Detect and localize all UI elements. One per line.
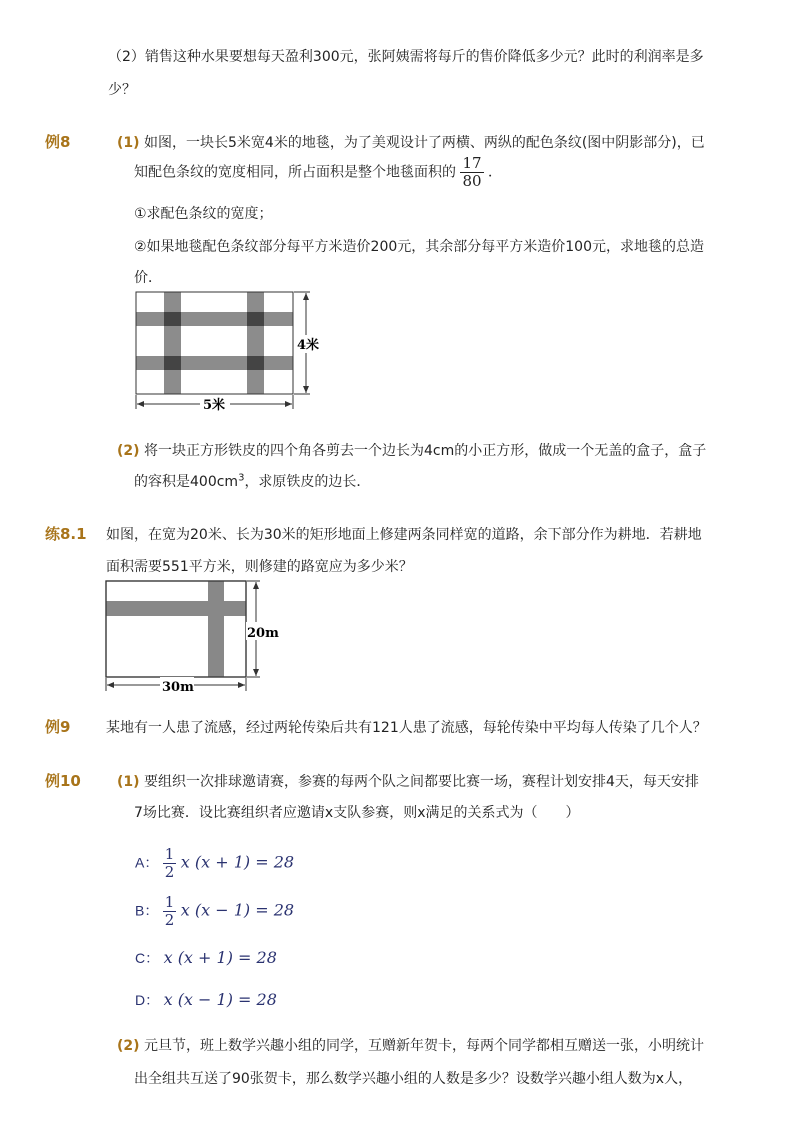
ex8-question-2-line1: ②如果地毯配色条纹部分每平方米造价200元，其余部分每平方米造价100元，求地毯的总造 xyxy=(134,239,704,255)
option-d[interactable] xyxy=(135,990,277,1010)
field-height-label: 20m xyxy=(247,626,279,641)
carpet-stripe-vertical-1 xyxy=(164,292,181,394)
example-10-tag: 例10 xyxy=(45,772,81,790)
option-d-label: D： xyxy=(135,992,160,1008)
ex8-part1-line1 xyxy=(117,132,705,152)
carpet-outline xyxy=(136,292,293,394)
ex8-question-2-line2: 价． xyxy=(134,270,162,286)
pr81-line2: 面积需要551平方米，则修建的路宽应为多少米？ xyxy=(106,559,413,575)
ex8-part1-text2: 知配色条纹的宽度相同，所占面积是整个地毯面积的 xyxy=(134,164,456,181)
ex8-fraction-numerator: 17 xyxy=(462,154,482,172)
carpet-overlap-2 xyxy=(247,312,264,326)
ex10-part1-line2: 7场比赛．设比赛组织者应邀请x支队参赛，则x满足的关系式为（ ） xyxy=(134,805,580,821)
ex8-part2-text2b: ，求原铁皮的边长． xyxy=(244,474,371,490)
ex8-fraction-denominator: 80 xyxy=(462,172,482,190)
ex8-part2-label: (2) xyxy=(117,443,140,459)
intro-line-2: 少？ xyxy=(108,82,136,98)
carpet-overlap-3 xyxy=(164,356,181,370)
ex10-part1-text1: 要组织一次排球邀请赛，参赛的每两个队之间都要比赛一场，赛程计划安排4天，每天安排 xyxy=(144,774,699,790)
option-d-expression: x (x − 1) = 28 xyxy=(163,990,277,1009)
ex10-part2-line2: 出全组共互送了90张贺卡，那么数学兴趣小组的人数是多少？设数学兴趣小组人数为x人， xyxy=(134,1071,693,1087)
ex8-part2-line1 xyxy=(117,440,706,460)
intro-line-1: （2）销售这种水果要想每天盈利300元，张阿姨需将每斤的售价降低多少元？此时的利润率是多 xyxy=(108,49,704,65)
ex8-part1-label: (1) xyxy=(117,135,140,151)
road-horizontal xyxy=(106,601,246,616)
option-c-expression: x (x + 1) = 28 xyxy=(163,948,277,967)
ex10-part1-label: (1) xyxy=(117,774,140,790)
carpet-stripe-horizontal-2 xyxy=(136,356,293,370)
carpet-overlap-4 xyxy=(247,356,264,370)
option-b-fraction-denominator: 2 xyxy=(164,911,175,929)
option-a-fraction-denominator: 2 xyxy=(164,863,175,881)
field-outline xyxy=(106,581,246,677)
option-a-label: A： xyxy=(135,854,159,871)
example-8-tag: 例8 xyxy=(45,133,71,151)
ex10-part2-label: (2) xyxy=(117,1038,140,1054)
ex10-part2-text1: 元旦节，班上数学兴趣小组的同学，互赠新年贺卡，每两个同学都相互赠送一张，小明统计 xyxy=(144,1038,704,1054)
option-a-expression: x (x + 1) = 28 xyxy=(180,852,295,872)
carpet-stripe-horizontal-1 xyxy=(136,312,293,326)
field-figure xyxy=(100,575,315,695)
option-b[interactable] xyxy=(135,894,294,929)
option-a[interactable] xyxy=(135,846,294,881)
option-b-label: B： xyxy=(135,902,159,919)
carpet-overlap-1 xyxy=(164,312,181,326)
carpet-figure xyxy=(128,285,338,415)
ex8-part2-text2a: 的容积是400cm xyxy=(134,474,239,490)
practice-8-1-tag: 练8.1 xyxy=(45,525,87,543)
option-a-fraction-numerator: 1 xyxy=(164,845,175,863)
carpet-stripe-vertical-2 xyxy=(247,292,264,394)
ex8-part1-text2-end: ． xyxy=(488,164,502,181)
ex8-part2-line2 xyxy=(134,471,370,491)
carpet-width-label: 5米 xyxy=(203,398,226,413)
carpet-height-label: 4米 xyxy=(297,338,320,353)
ex9-line1: 某地有一人患了流感，经过两轮传染后共有121人患了流感，每轮传染中平均每人传染了几个人？ xyxy=(106,720,707,736)
option-c-label: C： xyxy=(135,950,160,966)
field-width-label: 30m xyxy=(162,680,194,695)
ex10-part2-line1 xyxy=(117,1035,704,1055)
pr81-line1: 如图，在宽为20米、长为30米的矩形地面上修建两条同样宽的道路，余下部分作为耕地．若耕地 xyxy=(106,527,702,543)
ex8-question-1: ①求配色条纹的宽度； xyxy=(134,206,273,222)
ex8-part2-text1: 将一块正方形铁皮的四个角各剪去一个边长为4cm的小正方形，做成一个无盖的盒子，盒子 xyxy=(144,443,707,459)
option-c[interactable] xyxy=(135,948,277,968)
ex8-part1-line2 xyxy=(134,155,502,190)
ex8-fraction xyxy=(460,155,483,190)
example-9-tag: 例9 xyxy=(45,718,71,736)
ex10-part1-line1 xyxy=(117,771,699,791)
ex8-part1-text1: 如图，一块长5米宽4米的地毯，为了美观设计了两横、两纵的配色条纹(图中阴影部分)，已 xyxy=(144,135,705,151)
option-b-expression: x (x − 1) = 28 xyxy=(180,900,295,920)
option-b-fraction-numerator: 1 xyxy=(164,893,175,911)
option-b-fraction xyxy=(163,894,177,929)
ex8-part2-superscript: 3 xyxy=(238,472,245,484)
option-a-fraction xyxy=(163,846,177,881)
road-vertical xyxy=(208,581,224,677)
